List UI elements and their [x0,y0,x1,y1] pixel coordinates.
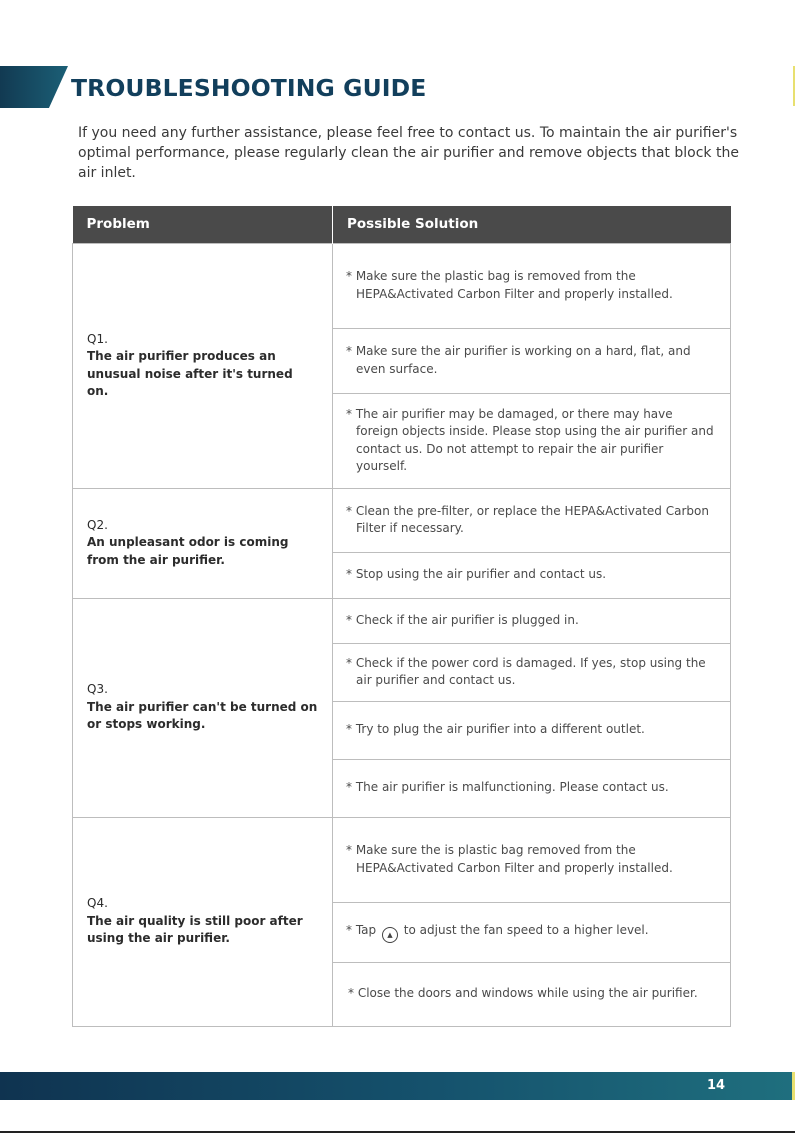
solution-cell [333,701,731,759]
solution-cell [333,552,731,598]
solution-cell [333,962,731,1026]
solution-text: * Clean the pre-filter, or replace the HEPA&Activated Carbon Filter if necessary. [346,503,709,535]
solution-cell [333,328,731,393]
solution-cell [333,643,731,701]
page-title: TROUBLESHOOTING GUIDE [71,74,427,102]
table-row [73,817,731,902]
problem-cell-q4 [73,817,333,1026]
solution-cell [333,902,731,962]
table-row [73,243,731,328]
bottom-rule [0,1131,795,1133]
solution-text: * Check if the power cord is damaged. If yes, stop using the air purifier and contact us. [346,655,706,687]
problem-text: The air purifier produces an unusual noise after it's turned on. [87,349,293,398]
header-problem: Problem [73,206,333,243]
table-header-row [73,206,731,243]
intro-paragraph: If you need any further assistance, please feel free to contact us. To maintain the air purifier's optimal performance, please regularly clean the air purifier and remove objects that block the air inlet. [78,125,739,181]
fan-speed-icon: ▲ [382,927,398,943]
solution-text: * Make sure the is plastic bag removed from the HEPA&Activated Carbon Filter and properly installed. [346,843,673,875]
table-row [73,598,731,643]
page-number: 14 [707,1078,726,1093]
problem-cell-q3 [73,598,333,817]
solution-text-before: * Tap [346,922,377,937]
solution-text: * Make sure the plastic bag is removed from the HEPA&Activated Carbon Filter and properly installed. [346,269,673,301]
solution-text: * Check if the air purifier is plugged in. [346,612,579,627]
header-accent-tab [0,66,68,108]
problem-text: The air purifier can't be turned on or stops working. [87,699,318,732]
question-number: Q1. [87,331,108,346]
solution-cell [333,598,731,643]
solution-text-after: to adjust the fan speed to a higher level. [403,922,649,937]
solution-text [345,922,718,943]
troubleshooting-table [72,206,731,1027]
solution-text: * Close the doors and windows while using the air purifier. [348,986,698,1001]
question-number: Q4. [87,896,108,911]
solution-text: * The air purifier is malfunctioning. Please contact us. [346,780,669,795]
header-solution: Possible Solution [333,206,731,243]
solution-text: * Make sure the air purifier is working on a hard, flat, and even surface. [346,344,691,376]
solution-cell [333,817,731,902]
solution-cell [333,488,731,552]
solution-cell [333,759,731,817]
solution-cell [333,393,731,488]
table-row [73,488,731,552]
footer-bar [0,1072,795,1100]
solution-text: * Try to plug the air purifier into a different outlet. [346,722,645,737]
problem-cell-q2 [73,488,333,598]
question-number: Q3. [87,682,108,697]
question-number: Q2. [87,517,108,532]
solution-text: * The air purifier may be damaged, or there may have foreign objects inside. Please stop using the air purifier and contact us. Do not attempt to repair the air purifier yourself. [346,406,714,473]
problem-cell-q1 [73,243,333,488]
problem-text: An unpleasant odor is coming from the air purifier. [87,535,289,567]
problem-text: The air quality is still poor after using the air purifier. [87,913,303,946]
solution-cell [333,243,731,328]
solution-text: * Stop using the air purifier and contact us. [346,567,607,582]
